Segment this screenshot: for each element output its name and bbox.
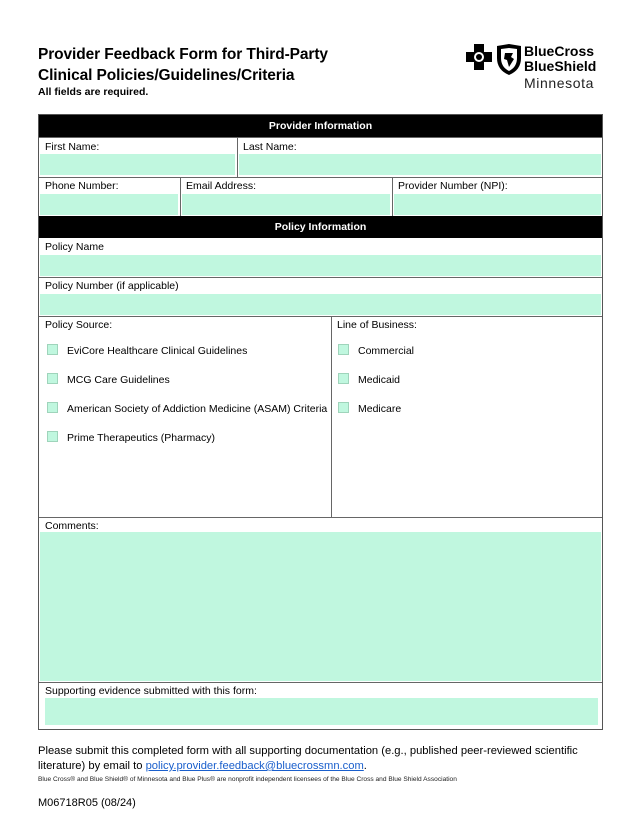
instructions-suffix: . <box>363 760 367 772</box>
lob-commercial-label: Commercial <box>358 345 415 357</box>
required-note: All fields are required. <box>38 86 149 98</box>
comments-field[interactable] <box>40 532 601 681</box>
source-mcg-label: MCG Care Guidelines <box>67 374 170 386</box>
lob-commercial-checkbox[interactable] <box>338 344 349 355</box>
source-evicore-label: EviCore Healthcare Clinical Guidelines <box>67 345 248 357</box>
first-name-label: First Name: <box>45 141 100 153</box>
first-name-field[interactable] <box>40 154 235 175</box>
comments-label: Comments: <box>45 520 99 532</box>
phone-field[interactable] <box>40 194 178 215</box>
feedback-email-link[interactable]: policy.provider.feedback@bluecrossmn.com <box>145 760 364 772</box>
policy-source-label: Policy Source: <box>45 319 113 331</box>
email-field[interactable] <box>182 194 390 215</box>
logo-minnesota: Minnesota <box>524 75 594 91</box>
form-code: M06718R05 (08/24) <box>38 797 136 809</box>
source-mcg-checkbox[interactable] <box>47 373 58 384</box>
cross-icon <box>466 44 492 70</box>
submission-instructions <box>38 744 608 774</box>
email-label: Email Address: <box>186 180 257 192</box>
title-line-2: Clinical Policies/Guidelines/Criteria <box>38 67 295 84</box>
npi-field[interactable] <box>394 194 601 215</box>
last-name-label: Last Name: <box>243 141 297 153</box>
title-line-1: Provider Feedback Form for Third-Party <box>38 46 328 63</box>
evidence-field[interactable] <box>45 698 598 725</box>
shield-icon <box>497 44 521 75</box>
logo-wordmark <box>524 44 596 92</box>
policy-name-label: Policy Name <box>45 241 104 253</box>
legal-notice: Blue Cross® and Blue Shield® of Minnesota and Blue Plus® are nonprofit independent licensees of the Blue Cross and Blue Shield Association <box>38 776 457 783</box>
source-prime-label: Prime Therapeutics (Pharmacy) <box>67 432 216 444</box>
source-prime-checkbox[interactable] <box>47 431 58 442</box>
policy-info-heading: Policy Information <box>39 216 602 238</box>
feedback-form <box>38 114 603 730</box>
logo-bluecross: BlueCross <box>524 43 595 59</box>
lob-medicare-label: Medicare <box>358 403 402 415</box>
evidence-label: Supporting evidence submitted with this form: <box>45 685 257 697</box>
instructions-text: Please submit this completed form with all supporting documentation (e.g., published peer-reviewed scientific literature) by email to <box>38 745 578 772</box>
provider-info-heading: Provider Information <box>39 115 602 137</box>
source-evicore-checkbox[interactable] <box>47 344 58 355</box>
policy-number-label: Policy Number (if applicable) <box>45 280 179 292</box>
policy-name-field[interactable] <box>40 255 601 276</box>
bcbs-logo <box>466 44 606 92</box>
last-name-field[interactable] <box>239 154 601 175</box>
npi-label: Provider Number (NPI): <box>398 180 508 192</box>
source-asam-label: American Society of Addiction Medicine (ASAM) Criteria <box>67 403 328 415</box>
logo-blueshield: BlueShield <box>524 58 597 74</box>
lob-medicaid-checkbox[interactable] <box>338 373 349 384</box>
lob-medicaid-label: Medicaid <box>358 374 401 386</box>
lob-medicare-checkbox[interactable] <box>338 402 349 413</box>
form-title <box>38 44 328 86</box>
policy-number-field[interactable] <box>40 294 601 315</box>
phone-label: Phone Number: <box>45 180 119 192</box>
line-of-business-label: Line of Business: <box>337 319 417 331</box>
source-asam-checkbox[interactable] <box>47 402 58 413</box>
